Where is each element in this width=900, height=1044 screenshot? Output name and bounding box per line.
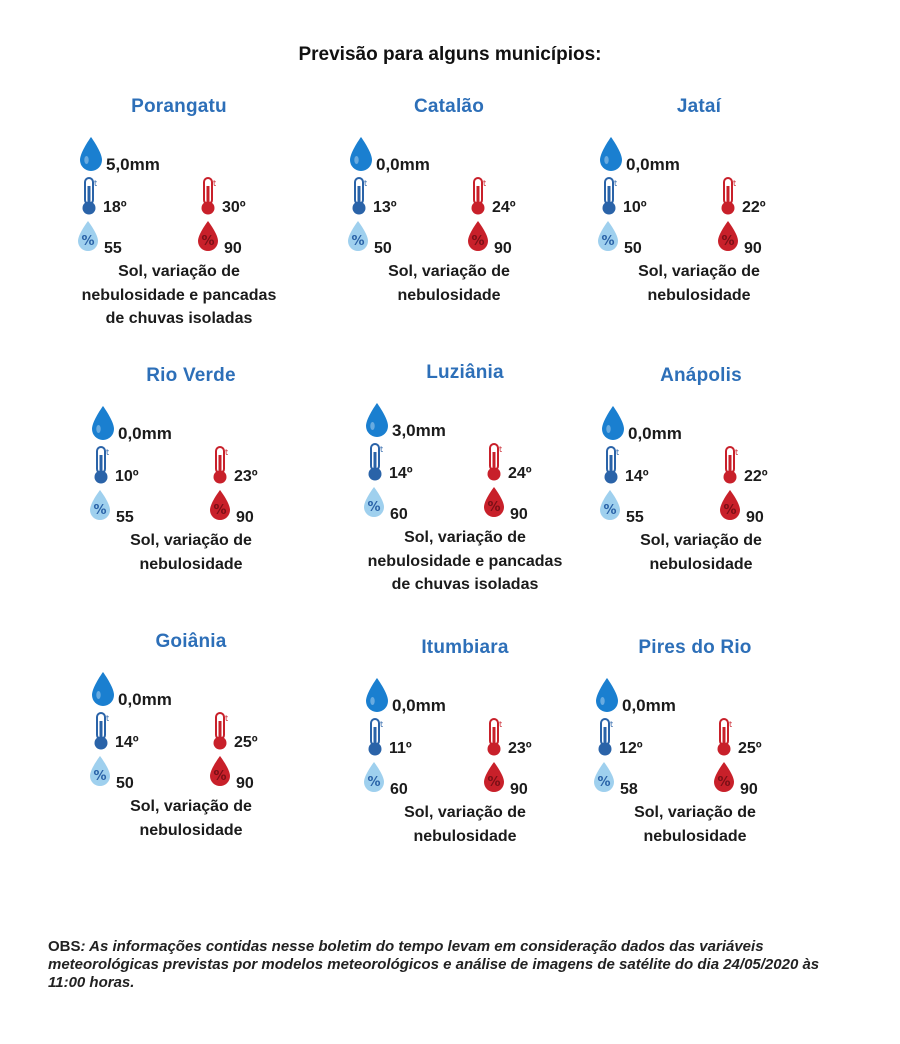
svg-text:t: t <box>213 179 217 188</box>
svg-text:t: t <box>499 445 503 454</box>
svg-text:%: % <box>213 769 227 784</box>
description-line: Sol, variação de <box>118 263 240 280</box>
description-line: nebulosidade <box>649 555 753 573</box>
humidity-max-icon <box>716 220 740 252</box>
humidity-max-icon <box>712 761 736 793</box>
city-card-luziania <box>350 362 580 612</box>
weather-description <box>350 801 580 848</box>
svg-text:t: t <box>483 179 487 188</box>
svg-text:t: t <box>106 714 110 723</box>
rain-amount: 0,0mm <box>628 424 682 443</box>
svg-text:%: % <box>367 500 381 515</box>
svg-text:t: t <box>225 448 229 457</box>
description-line: Sol, variação de <box>130 532 252 549</box>
raindrop-icon <box>90 405 116 441</box>
temp-max: 25º <box>738 740 762 757</box>
description-line: nebulosidade <box>139 821 243 839</box>
svg-text:t: t <box>225 714 229 723</box>
thermometer-cold-icon <box>366 442 384 482</box>
city-card-catalao <box>334 96 564 346</box>
description-line: nebulosidade <box>139 555 243 573</box>
humidity-min-icon <box>592 761 616 793</box>
temp-min: 10º <box>623 199 647 216</box>
city-card-pires-do-rio <box>580 637 810 887</box>
humidity-min-icon <box>346 220 370 252</box>
svg-text:t: t <box>364 179 368 188</box>
city-card-rio-verde <box>76 365 306 615</box>
thermometer-hot-icon <box>199 176 217 216</box>
svg-text:t: t <box>614 179 618 188</box>
rain-amount: 0,0mm <box>622 696 676 715</box>
humidity-max-icon <box>208 755 232 787</box>
humidity-max: 90 <box>746 509 764 526</box>
weather-description <box>64 260 294 331</box>
svg-text:t: t <box>499 720 503 729</box>
city-name: Pires do Rio <box>638 637 752 658</box>
city-card-itumbiara <box>350 637 580 887</box>
temp-max: 22º <box>742 199 766 216</box>
description-line: Sol, variação de <box>634 804 756 821</box>
rain-amount: 0,0mm <box>376 155 430 174</box>
thermometer-cold-icon <box>92 445 110 485</box>
description-line: nebulosidade e pancadas <box>367 552 563 570</box>
weather-description <box>580 801 810 848</box>
temp-min: 11º <box>389 740 412 757</box>
thermometer-cold-icon <box>602 445 620 485</box>
rain-amount: 5,0mm <box>106 155 160 174</box>
svg-text:%: % <box>367 775 381 790</box>
temp-min: 13º <box>373 199 397 216</box>
raindrop-icon <box>90 671 116 707</box>
city-card-jatai <box>584 96 814 346</box>
humidity-min: 60 <box>390 781 408 798</box>
description-line: nebulosidade <box>413 827 517 845</box>
description-line: Sol, variação de <box>640 532 762 549</box>
city-name: Anápolis <box>660 365 742 386</box>
humidity-max-icon <box>482 761 506 793</box>
humidity-min: 50 <box>116 775 134 792</box>
description-line: Sol, variação de <box>638 263 760 280</box>
city-name: Jataí <box>676 96 722 117</box>
page-title: Previsão para alguns municípios: <box>298 44 602 65</box>
weather-description <box>350 526 580 597</box>
temp-min: 18º <box>103 199 127 216</box>
svg-text:%: % <box>351 234 365 249</box>
svg-text:%: % <box>723 503 737 518</box>
thermometer-cold-icon <box>366 717 384 757</box>
thermometer-hot-icon <box>469 176 487 216</box>
thermometer-cold-icon <box>596 717 614 757</box>
thermometer-hot-icon <box>715 717 733 757</box>
city-name: Luziânia <box>426 362 504 383</box>
description-line: Sol, variação de <box>404 529 526 546</box>
svg-text:%: % <box>597 775 611 790</box>
thermometer-hot-icon <box>485 442 503 482</box>
svg-text:t: t <box>610 720 614 729</box>
city-name: Rio Verde <box>146 365 236 386</box>
temp-min: 14º <box>389 465 413 482</box>
temp-max: 24º <box>508 465 532 482</box>
raindrop-icon <box>78 136 104 172</box>
weather-description <box>76 529 306 576</box>
svg-text:t: t <box>735 448 739 457</box>
obs-label: OBS <box>48 938 81 955</box>
thermometer-hot-icon <box>721 445 739 485</box>
svg-text:%: % <box>201 234 215 249</box>
rain-amount: 0,0mm <box>626 155 680 174</box>
rain-amount: 0,0mm <box>392 696 446 715</box>
svg-text:%: % <box>213 503 227 518</box>
humidity-max: 90 <box>236 509 254 526</box>
description-line: de chuvas isoladas <box>105 310 253 327</box>
humidity-min-icon <box>362 486 386 518</box>
temp-min: 10º <box>115 468 139 485</box>
humidity-min: 55 <box>626 509 644 526</box>
humidity-min-icon <box>362 761 386 793</box>
svg-text:%: % <box>93 769 107 784</box>
humidity-max-icon <box>466 220 490 252</box>
humidity-max: 90 <box>744 240 762 257</box>
description-line: nebulosidade <box>643 827 747 845</box>
humidity-min: 55 <box>116 509 134 526</box>
humidity-min: 58 <box>620 781 638 798</box>
thermometer-hot-icon <box>485 717 503 757</box>
temp-max: 23º <box>234 468 258 485</box>
humidity-min-icon <box>76 220 100 252</box>
temp-max: 22º <box>744 468 768 485</box>
weather-description <box>584 260 814 307</box>
humidity-max: 90 <box>510 506 528 523</box>
humidity-min-icon <box>598 489 622 521</box>
humidity-min: 60 <box>390 506 408 523</box>
svg-text:%: % <box>81 234 95 249</box>
raindrop-icon <box>600 405 626 441</box>
humidity-max: 90 <box>494 240 512 257</box>
humidity-max-icon <box>718 489 742 521</box>
description-line: Sol, variação de <box>130 798 252 815</box>
raindrop-icon <box>594 677 620 713</box>
thermometer-hot-icon <box>211 711 229 751</box>
weather-description <box>586 529 816 576</box>
temp-min: 14º <box>625 468 649 485</box>
raindrop-icon <box>598 136 624 172</box>
humidity-min-icon <box>88 755 112 787</box>
thermometer-cold-icon <box>600 176 618 216</box>
svg-text:t: t <box>733 179 737 188</box>
humidity-max: 90 <box>236 775 254 792</box>
city-name: Catalão <box>413 96 485 117</box>
temp-max: 23º <box>508 740 532 757</box>
svg-text:%: % <box>93 503 107 518</box>
rain-amount: 0,0mm <box>118 690 172 709</box>
city-name: Porangatu <box>131 96 227 117</box>
rain-amount: 0,0mm <box>118 424 172 443</box>
description-line: nebulosidade <box>647 286 751 304</box>
thermometer-hot-icon <box>211 445 229 485</box>
temp-min: 14º <box>115 734 139 751</box>
description-line: Sol, variação de <box>404 804 526 821</box>
description-line: nebulosidade e pancadas <box>81 286 277 304</box>
svg-text:%: % <box>721 234 735 249</box>
svg-text:t: t <box>616 448 620 457</box>
thermometer-cold-icon <box>92 711 110 751</box>
svg-text:t: t <box>380 445 384 454</box>
weather-description <box>76 795 306 842</box>
temp-min: 12º <box>619 740 643 757</box>
thermometer-cold-icon <box>350 176 368 216</box>
city-card-porangatu <box>64 96 294 346</box>
weather-description <box>334 260 564 307</box>
city-card-goiania <box>76 631 306 881</box>
svg-text:%: % <box>471 234 485 249</box>
svg-text:t: t <box>94 179 98 188</box>
humidity-min: 55 <box>104 240 122 257</box>
humidity-min: 50 <box>374 240 392 257</box>
svg-text:%: % <box>601 234 615 249</box>
humidity-max: 90 <box>510 781 528 798</box>
temp-max: 24º <box>492 199 516 216</box>
description-line: Sol, variação de <box>388 263 510 280</box>
svg-text:%: % <box>717 775 731 790</box>
city-card-anapolis <box>586 365 816 615</box>
humidity-min-icon <box>88 489 112 521</box>
humidity-min-icon <box>596 220 620 252</box>
rain-amount: 3,0mm <box>392 421 446 440</box>
raindrop-icon <box>364 677 390 713</box>
svg-text:%: % <box>487 500 501 515</box>
city-name: Goiânia <box>155 631 227 652</box>
description-line: de chuvas isoladas <box>391 576 539 593</box>
thermometer-cold-icon <box>80 176 98 216</box>
raindrop-icon <box>364 402 390 438</box>
svg-text:%: % <box>487 775 501 790</box>
svg-text:t: t <box>380 720 384 729</box>
svg-text:%: % <box>603 503 617 518</box>
humidity-max-icon <box>196 220 220 252</box>
humidity-max-icon <box>482 486 506 518</box>
obs-text: : As informações contidas nesse boletim do tempo levam em consideração dados das variáveis meteorológicas previstas por modelos meteorológicos e análise de imagens de satélite do dia 24/05/2020 às 11:00 horas. <box>48 938 820 991</box>
description-line: nebulosidade <box>397 286 501 304</box>
temp-max: 30º <box>222 199 246 216</box>
city-name: Itumbiara <box>421 637 509 658</box>
svg-text:t: t <box>729 720 733 729</box>
humidity-min: 50 <box>624 240 642 257</box>
temp-max: 25º <box>234 734 258 751</box>
humidity-max: 90 <box>740 781 758 798</box>
thermometer-hot-icon <box>719 176 737 216</box>
svg-text:t: t <box>106 448 110 457</box>
humidity-max-icon <box>208 489 232 521</box>
observation-note <box>48 938 858 992</box>
humidity-max: 90 <box>224 240 242 257</box>
raindrop-icon <box>348 136 374 172</box>
